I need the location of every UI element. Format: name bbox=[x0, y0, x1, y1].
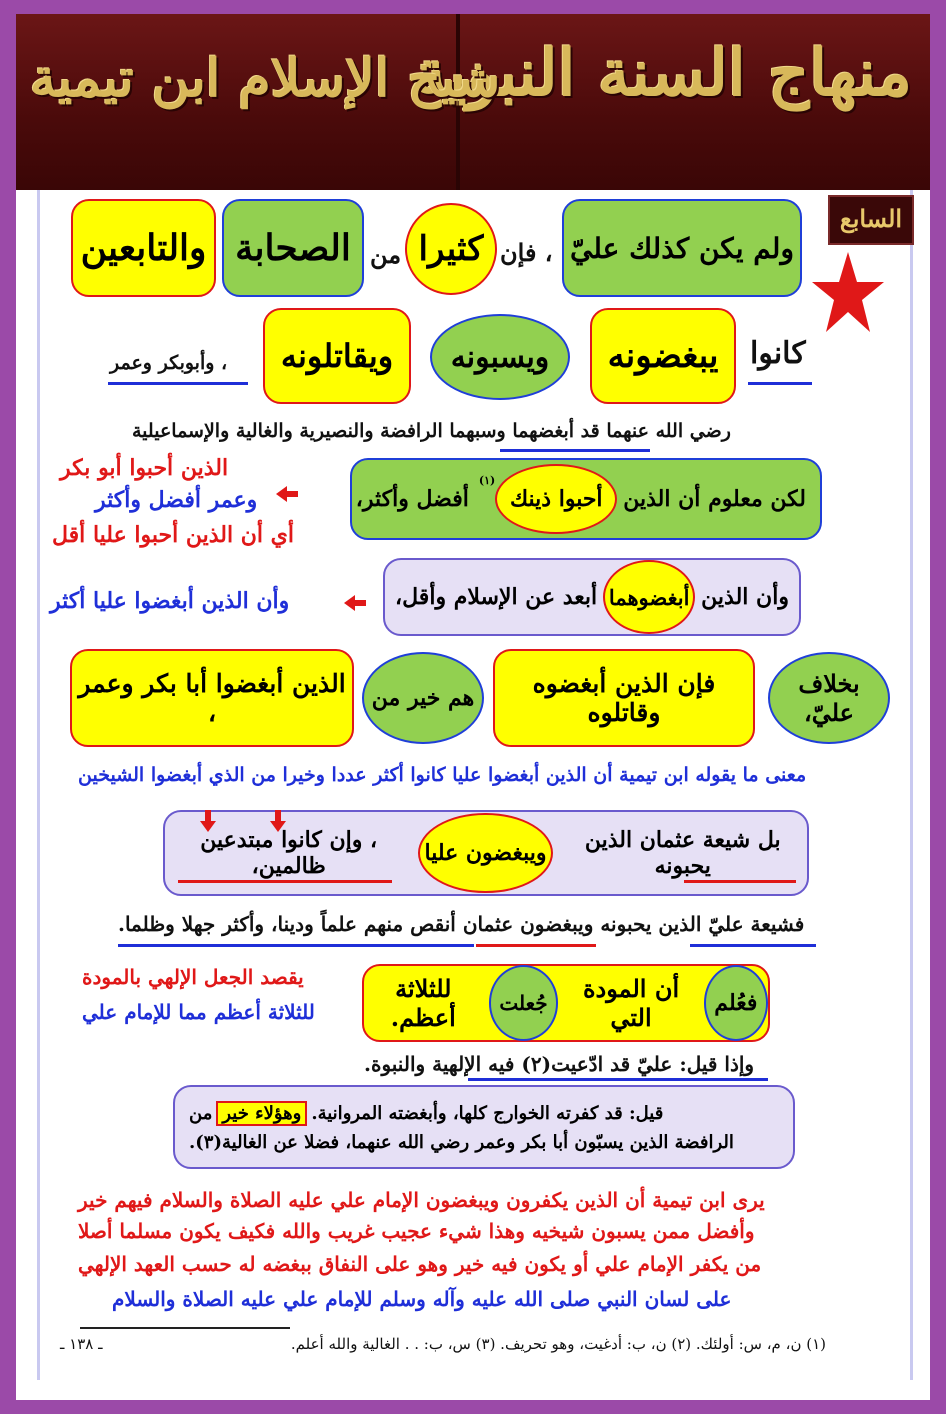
oval-hate-ali: ويبغضون عليا bbox=[418, 813, 552, 893]
note-abubakr-l3: أي أن الذين أحبوا عليا أقل bbox=[52, 522, 294, 548]
abubakr-umar-text: ، وأبوبكر وعمر bbox=[110, 352, 228, 374]
uthman-hate-underline bbox=[476, 944, 596, 947]
footnote-rule bbox=[80, 1327, 290, 1329]
note-mawadda-l2: للثلاثة أعظم مما للإمام علي bbox=[82, 1000, 315, 1024]
kanu-underline bbox=[748, 382, 812, 385]
comment-line2: وأفضل ممن يسبون شيخيه وهذا شيء عجيب غريب والله فكيف يكون مسلما أصلا bbox=[78, 1219, 755, 1243]
less-knowledge-underline bbox=[118, 944, 474, 947]
shia-ali-line: فشيعة عليّ الذين يحبونه ويبغضون عثمان أنقص منهم علماً ودينا، وأكثر جهلا وظلما. bbox=[118, 912, 805, 936]
comment-line1: يرى ابن تيمية أن الذين يكفرون ويبغضون الإمام علي عليه الصلاة والسلام فيهم خير bbox=[78, 1188, 765, 1212]
comment-line4: على لسان النبي صلى الله عليه وآله وسلم للإمام علي عليه الصلاة والسلام bbox=[112, 1287, 732, 1311]
khawarij-text: قيل: قد كفرته الخوارج كلها، وأبغضته المروانية. bbox=[311, 1103, 664, 1124]
connector-text: ، فإن bbox=[500, 238, 553, 267]
min-text: من bbox=[370, 240, 402, 269]
box-mawadda bbox=[362, 964, 770, 1042]
box-loved-them bbox=[350, 458, 822, 540]
note-abubakr-l1: الذين أحبوا أبو بكر bbox=[60, 455, 229, 481]
mawadda-mid: أن المودة التي bbox=[582, 974, 680, 1032]
note-abubakr-l2: وعمر أفضل وأكثر bbox=[95, 487, 258, 513]
hawula-khayr-box: وهؤلاء خير bbox=[216, 1101, 307, 1126]
star-icon bbox=[812, 248, 884, 340]
oval-juilat: جُعلت bbox=[489, 965, 559, 1041]
arrow-left-icon bbox=[276, 487, 298, 501]
shia-uthman-underline bbox=[684, 880, 796, 883]
box-khawarij bbox=[173, 1085, 795, 1169]
book-title: منهاج السنة النبوية bbox=[414, 36, 912, 111]
rafida-line: رضي الله عنهما قد أبغضهما وسبهما الرافضة والنصيرية والغالية والإسماعيلية bbox=[132, 420, 731, 442]
down-arrow-icon-2 bbox=[272, 810, 284, 832]
hated-post: أبعد عن الإسلام وأقل، bbox=[395, 584, 598, 610]
khawarij-line1 bbox=[189, 1101, 663, 1126]
page-number: ـ ١٣٨ ـ bbox=[60, 1335, 103, 1353]
highlight-box-yabghudunahu: يبغضونه bbox=[590, 308, 736, 404]
highlight-box-hated-fought: فإن الذين أبغضوه وقاتلوه bbox=[493, 649, 755, 747]
highlight-box-ali: ولم يكن كذلك عليّ bbox=[562, 199, 802, 297]
claim-underline bbox=[468, 1078, 768, 1081]
shia-ali-underline bbox=[690, 944, 816, 947]
oval-unlike-ali: بخلاف عليّ، bbox=[768, 652, 890, 744]
oval-loved-those: أحبوا ذينك bbox=[495, 464, 617, 534]
comment-line3: من يكفر الإمام علي أو يكون فيه خير وهو على النفاق ببغضه له حسب العهد الإلهي bbox=[78, 1252, 762, 1276]
min-text-2: من bbox=[189, 1103, 213, 1124]
footnotes: (١) ن، م، س: أولئك. (٢) ن، ب: أدغيت، وهو تحريف. (٣) س، ب: . . الغالية والله أعلم. bbox=[290, 1335, 826, 1353]
mawadda-post: للثلاثة أعظم. bbox=[390, 974, 456, 1032]
down-arrow-icon-1 bbox=[202, 810, 214, 832]
box-hated-them bbox=[383, 558, 801, 636]
highlight-box-yuqatilunahu: ويقاتلونه bbox=[263, 308, 411, 404]
loved-post: أفضل وأكثر، bbox=[355, 486, 469, 512]
abubakr-umar-underline bbox=[108, 382, 248, 385]
claim-line: وإذا قيل: عليّ قد ادّعيت(٢) فيه الإلهية والنبوة. bbox=[364, 1052, 755, 1076]
oval-yasubbunahu: ويسبونه bbox=[430, 314, 570, 400]
loved-pre: لكن معلوم أن الذين bbox=[623, 486, 806, 512]
book-author: شيخ الإسلام ابن تيمية bbox=[30, 48, 501, 109]
highlight-box-sahaba: الصحابة bbox=[222, 199, 364, 297]
oval-hated-them: أبغضوهما bbox=[603, 560, 695, 634]
uthman-pre: بل شيعة عثمان الذين يحبونه bbox=[584, 827, 781, 879]
zalimin-underline bbox=[178, 880, 392, 883]
uthman-post: ، وإن كانوا مبتدعين ظالمين، bbox=[200, 827, 378, 879]
oval-kathiran: كثيرا bbox=[405, 203, 497, 295]
footnote-mark-1: (١) bbox=[478, 473, 496, 487]
kanu-text: كانوا bbox=[750, 336, 806, 371]
hated-pre: وأن الذين bbox=[701, 584, 789, 610]
rafida-underline bbox=[500, 449, 650, 452]
khawarij-line2: الرافضة الذين يسبّون أبا بكر وعمر رضي الله عنهما، فضلا عن الغالية(٣). bbox=[189, 1132, 734, 1153]
box-shia-uthman bbox=[163, 810, 809, 896]
meaning-line: معنى ما يقوله ابن تيمية أن الذين أبغضوا عليا كانوا أكثر عددا وخيرا من الذي أبغضوا الشيخين bbox=[78, 764, 807, 786]
note-hated-ali: وأن الذين أبغضوا عليا أكثر bbox=[50, 588, 290, 614]
highlight-box-hated-shaykhayn: الذين أبغضوا أبا بكر وعمر ، bbox=[70, 649, 354, 747]
oval-better-than: هم خير من bbox=[362, 652, 484, 744]
note-mawadda-l1: يقصد الجعل الإلهي بالمودة bbox=[82, 965, 304, 989]
part-badge: السابع bbox=[828, 195, 914, 245]
highlight-box-tabieen: والتابعين bbox=[71, 199, 216, 297]
arrow-left-icon-2 bbox=[344, 596, 366, 610]
oval-fa-ulim: فعُلم bbox=[704, 965, 768, 1041]
book-banner bbox=[16, 14, 930, 190]
